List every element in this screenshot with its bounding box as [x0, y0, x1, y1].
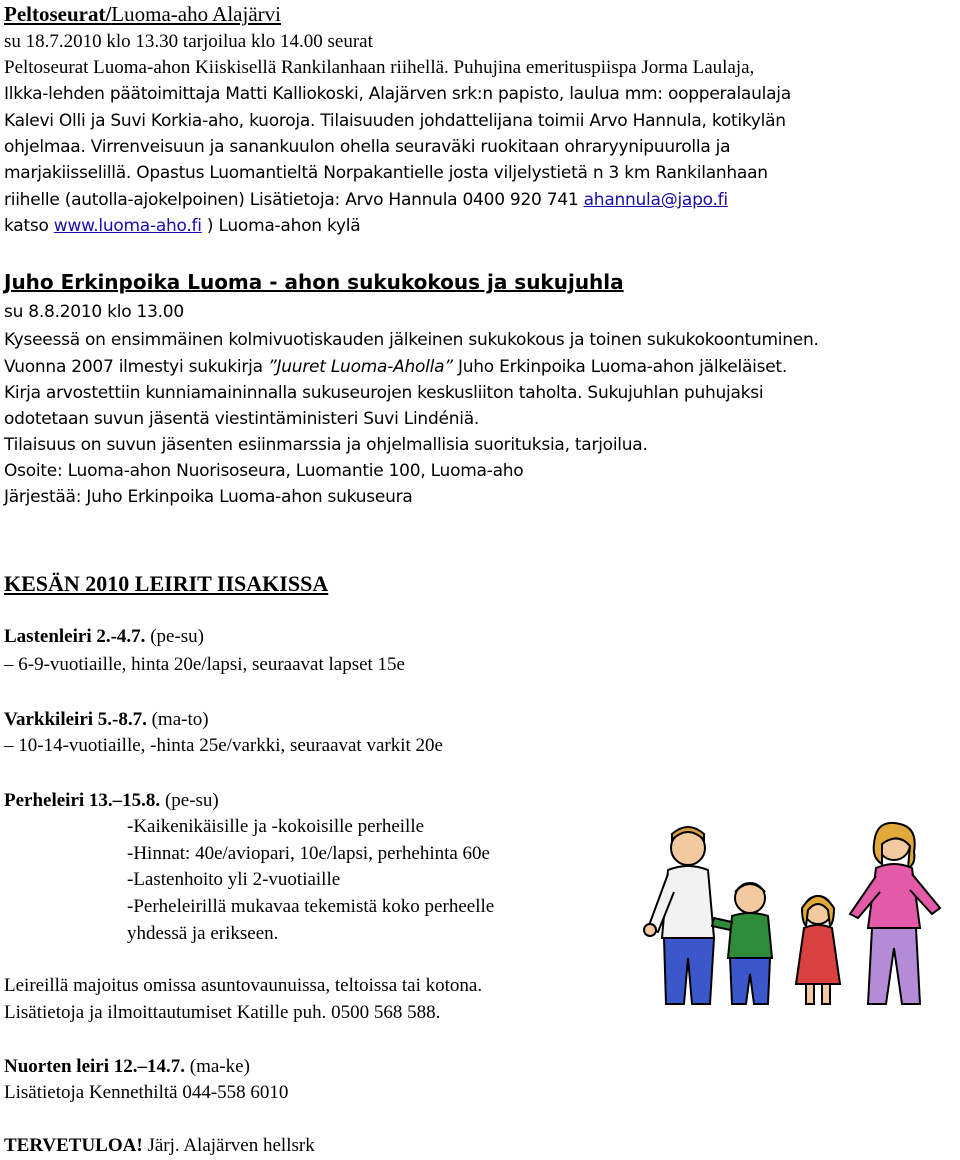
section1-title: [4, 2, 281, 26]
camp3-item: -Lastenhoito yli 2-vuotiaille: [127, 869, 341, 890]
section2-line2-a: Vuonna 2007 ilmestyi sukukirja: [4, 357, 268, 377]
section2-date: su 8.8.2010 klo 13.00: [4, 302, 184, 322]
camp4-info: Lisätietoja Kennethiltä 044-558 6010: [4, 1082, 289, 1103]
katso-label: katso: [4, 216, 54, 236]
section2-line: [4, 355, 787, 379]
camp2-heading: [4, 708, 209, 732]
section1-line: Ilkka-lehden päätoimittaja Matti Kalliokoski, Alajärven srk:n papisto, laulua mm: oopperalaulaja: [4, 84, 791, 104]
section1-line: Kalevi Olli ja Suvi Korkia-aho, kuoroja. Tilaisuuden johdattelijana toimii Arvo Hannula, kotikylän: [4, 111, 786, 131]
website-suffix: ) Luoma-ahon kylä: [201, 216, 361, 236]
camp3-heading: [4, 789, 219, 813]
boy-figure: [712, 883, 772, 1004]
welcome-line: [4, 1134, 315, 1158]
section2-line: Tilaisuus on suvun jäsenten esiinmarssia ja ohjelmallisia suorituksia, tarjoilua.: [4, 435, 648, 455]
welcome-rest: Järj. Alajärven hellsrk: [142, 1135, 315, 1156]
section2-line: odotetaan suvun jäsentä viestintäministeri Suvi Lindéniä.: [4, 409, 480, 429]
girl-figure: [796, 896, 840, 1004]
section2-organizer: Järjestää: Juho Erkinpoika Luoma-ahon sukuseura: [4, 487, 413, 507]
section1-line: marjakiisselillä. Opastus Luomantieltä Norpakantielle josta viljelystietä n 3 km Rankilanhaan: [4, 163, 768, 183]
camp3-name: Perheleiri 13.–15.8.: [4, 790, 161, 811]
section2-line: Kirja arvostettiin kunniamaininnalla sukuseurojen keskusliiton taholta. Sukujuhlan puhujaksi: [4, 383, 764, 403]
section1-title-bold: Peltoseurat/: [4, 2, 112, 26]
camp3-item: -Hinnat: 40e/aviopari, 10e/lapsi, perhehinta 60e: [127, 843, 490, 864]
section1-website-line: [4, 214, 360, 238]
father-figure: [644, 827, 714, 1004]
website-link[interactable]: www.luoma-aho.fi: [53, 216, 202, 236]
camp3-item: yhdessä ja erikseen.: [127, 923, 279, 944]
camp4-name: Nuorten leiri 12.–14.7.: [4, 1056, 186, 1077]
camp3-item: -Perheleirillä mukavaa tekemistä koko perheelle: [127, 896, 495, 917]
camp1-days: (pe-su): [145, 626, 204, 647]
registration-info: Lisätietoja ja ilmoittautumiset Katille puh. 0500 568 588.: [4, 1002, 441, 1023]
family-clipart-icon: [628, 818, 956, 1008]
welcome-bold: TERVETULOA!: [4, 1135, 143, 1156]
camp1-detail: – 6-9-vuotiaille, hinta 20e/lapsi, seuraavat lapset 15e: [4, 654, 405, 675]
section2-title: Juho Erkinpoika Luoma - ahon sukukokous ja sukujuhla: [4, 270, 624, 294]
lodging-text: Leireillä majoitus omissa asuntovaunuissa, teltoissa tai kotona.: [4, 975, 483, 996]
camp1-name: Lastenleiri 2.-4.7.: [4, 626, 146, 647]
mother-figure: [850, 823, 940, 1004]
camp3-days: (pe-su): [160, 790, 219, 811]
camp2-detail: – 10-14-vuotiaille, -hinta 25e/varkki, seuraavat varkit 20e: [4, 735, 443, 756]
section1-title-rest: Luoma-aho Alajärvi: [111, 2, 281, 26]
section1-contact-text: riihelle (autolla-ajokelpoinen) Lisätietoja: Arvo Hannula 0400 920 741: [4, 190, 584, 210]
camp2-name: Varkkileiri 5.-8.7.: [4, 709, 147, 730]
camp2-days: (ma-to): [146, 709, 209, 730]
camp3-item: -Kaikenikäisille ja -kokoisille perheille: [127, 816, 425, 837]
camp4-heading: [4, 1055, 250, 1079]
email-link[interactable]: ahannula@japo.fi: [583, 190, 728, 210]
section2-line2-b: Juho Erkinpoika Luoma-ahon jälkeläiset.: [452, 357, 787, 377]
section2-address: Osoite: Luoma-ahon Nuorisoseura, Luomantie 100, Luoma-aho: [4, 461, 524, 481]
section1-line: Peltoseurat Luoma-ahon Kiiskisellä Rankilanhaan riihellä. Puhujina emerituspiispa Jorma Laulaja,: [4, 57, 755, 78]
camp4-days: (ma-ke): [185, 1056, 250, 1077]
section1-contact-line: [4, 188, 728, 212]
camp1-heading: [4, 625, 204, 649]
section3-title: KESÄN 2010 LEIRIT IISAKISSA: [4, 571, 329, 596]
section1-line: ohjelmaa. Virrenveisuun ja sanankuulon ohella seuraväki ruokitaan ohraryynipuurolla ja: [4, 137, 731, 157]
section2-line: Kyseessä on ensimmäinen kolmivuotiskauden jälkeinen sukukokous ja toinen sukukokoontuminen.: [4, 330, 819, 350]
book-title: ”Juuret Luoma-Aholla”: [267, 357, 453, 377]
section1-date: su 18.7.2010 klo 13.30 tarjoilua klo 14.00 seurat: [4, 31, 373, 52]
